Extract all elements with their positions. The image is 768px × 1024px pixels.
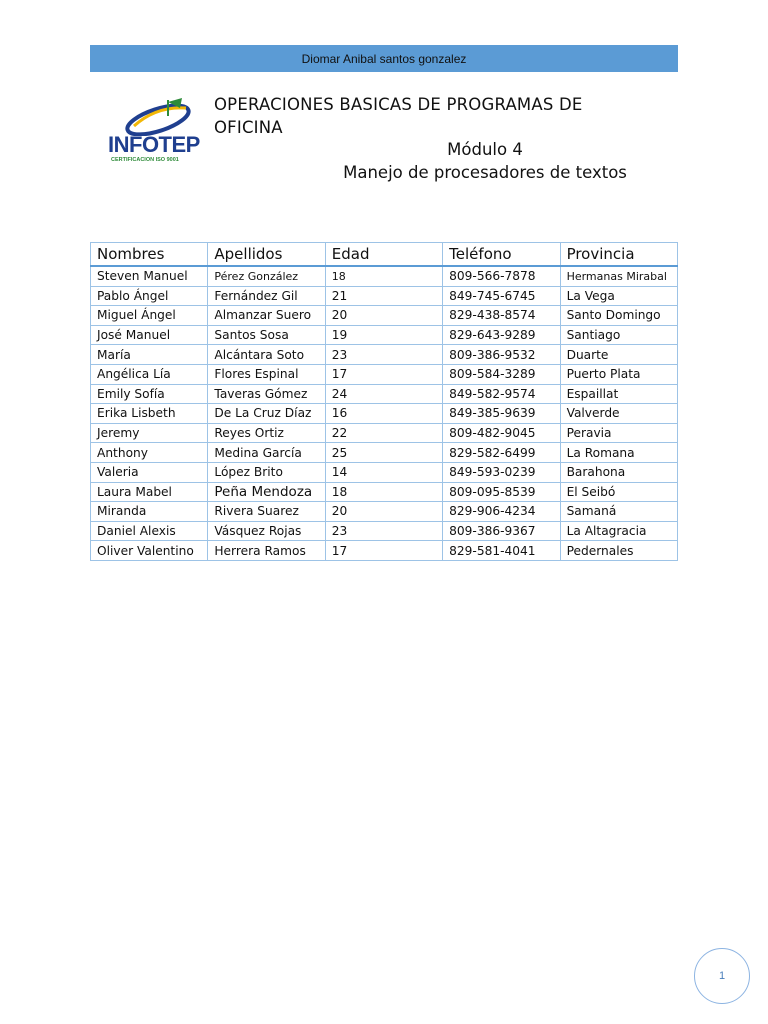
logo-emblem-icon [120,96,196,136]
table-cell: Rivera Suarez [208,502,325,522]
table-cell: Peravia [560,423,677,443]
table-cell: 25 [325,443,442,463]
table-cell: María [91,345,208,365]
table-cell: Angélica Lía [91,364,208,384]
table-cell: Flores Espinal [208,364,325,384]
table-cell: 849-745-6745 [443,286,560,306]
table-cell: Barahona [560,462,677,482]
table-cell: 849-582-9574 [443,384,560,404]
table-cell: 20 [325,306,442,326]
table-cell: Laura Mabel [91,482,208,502]
table-body [91,266,678,560]
table-cell: Miranda [91,502,208,522]
table-cell: Steven Manuel [91,266,208,286]
table-cell: Santiago [560,325,677,345]
table-cell: Espaillat [560,384,677,404]
table-cell: Emily Sofía [91,384,208,404]
table-cell: Erika Lisbeth [91,404,208,424]
table-cell: Herrera Ramos [208,541,325,561]
table-row [91,286,678,306]
module-label: Módulo 4 [447,140,523,159]
table-cell: 23 [325,345,442,365]
table-cell: Pérez González [208,266,325,286]
table-row [91,502,678,522]
table-cell: La Romana [560,443,677,463]
table-cell: 809-386-9367 [443,521,560,541]
table-cell: Reyes Ortiz [208,423,325,443]
table-row [91,345,678,365]
table-cell: Anthony [91,443,208,463]
table-cell: 849-385-9639 [443,404,560,424]
table-cell: 809-566-7878 [443,266,560,286]
table-cell: 14 [325,462,442,482]
table-row [91,384,678,404]
table-cell: La Altagracia [560,521,677,541]
table-cell: Miguel Ángel [91,306,208,326]
table-cell: 17 [325,364,442,384]
table-cell: Santos Sosa [208,325,325,345]
table-cell: Pedernales [560,541,677,561]
table-row [91,462,678,482]
table-row [91,521,678,541]
table-row [91,306,678,326]
table-cell: 18 [325,266,442,286]
table-cell: 829-643-9289 [443,325,560,345]
table-cell: Vásquez Rojas [208,521,325,541]
infotep-logo [108,96,204,172]
table-cell: Valverde [560,404,677,424]
table-cell: 829-438-8574 [443,306,560,326]
table-cell: Santo Domingo [560,306,677,326]
column-header: Teléfono [443,243,560,267]
table-cell: Alcántara Soto [208,345,325,365]
table-cell: 829-906-4234 [443,502,560,522]
table-row [91,266,678,286]
table-cell: López Brito [208,462,325,482]
table-cell: 21 [325,286,442,306]
table-cell: Peña Mendoza [208,482,325,502]
table-row [91,364,678,384]
table-cell: 20 [325,502,442,522]
table-cell: 16 [325,404,442,424]
table-cell: 809-584-3289 [443,364,560,384]
document-subtitle [300,138,670,184]
table-cell: José Manuel [91,325,208,345]
table-cell: Daniel Alexis [91,521,208,541]
table-row [91,404,678,424]
table-cell: 849-593-0239 [443,462,560,482]
table-cell: 22 [325,423,442,443]
table-cell: 17 [325,541,442,561]
table-cell: 19 [325,325,442,345]
module-topic: Manejo de procesadores de textos [343,163,627,182]
table-cell: Jeremy [91,423,208,443]
column-header: Apellidos [208,243,325,267]
table-cell: 809-095-8539 [443,482,560,502]
table-header-row [91,243,678,267]
table-cell: Taveras Gómez [208,384,325,404]
table-cell: Fernández Gil [208,286,325,306]
table-cell: El Seibó [560,482,677,502]
document-title: OPERACIONES BASICAS DE PROGRAMAS DE OFICINA [214,95,583,137]
table-cell: Medina García [208,443,325,463]
table-cell: 829-582-6499 [443,443,560,463]
table-cell: 809-386-9532 [443,345,560,365]
logo-certification: CERTIFICACION ISO 9001 [111,157,179,163]
table-cell: Oliver Valentino [91,541,208,561]
table-row [91,423,678,443]
table-row [91,325,678,345]
table-cell: 18 [325,482,442,502]
table-cell: Valeria [91,462,208,482]
table-cell: Samaná [560,502,677,522]
table-cell: La Vega [560,286,677,306]
table-cell: 23 [325,521,442,541]
header-bar [90,45,678,72]
table-row [91,541,678,561]
table-cell: 809-482-9045 [443,423,560,443]
students-table [90,242,678,561]
page-number: 1 [694,948,750,1004]
column-header: Edad [325,243,442,267]
table-cell: 829-581-4041 [443,541,560,561]
table-cell: Almanzar Suero [208,306,325,326]
table-cell: De La Cruz Díaz [208,404,325,424]
column-header: Nombres [91,243,208,267]
author-name: Diomar Anibal santos gonzalez [301,51,467,66]
column-header: Provincia [560,243,677,267]
table-cell: Duarte [560,345,677,365]
table-cell: Pablo Ángel [91,286,208,306]
table-cell: Hermanas Mirabal [560,266,677,286]
table-cell: 24 [325,384,442,404]
table-row [91,482,678,502]
table-cell: Puerto Plata [560,364,677,384]
table-row [91,443,678,463]
logo-text: INFOTEP [108,132,200,157]
